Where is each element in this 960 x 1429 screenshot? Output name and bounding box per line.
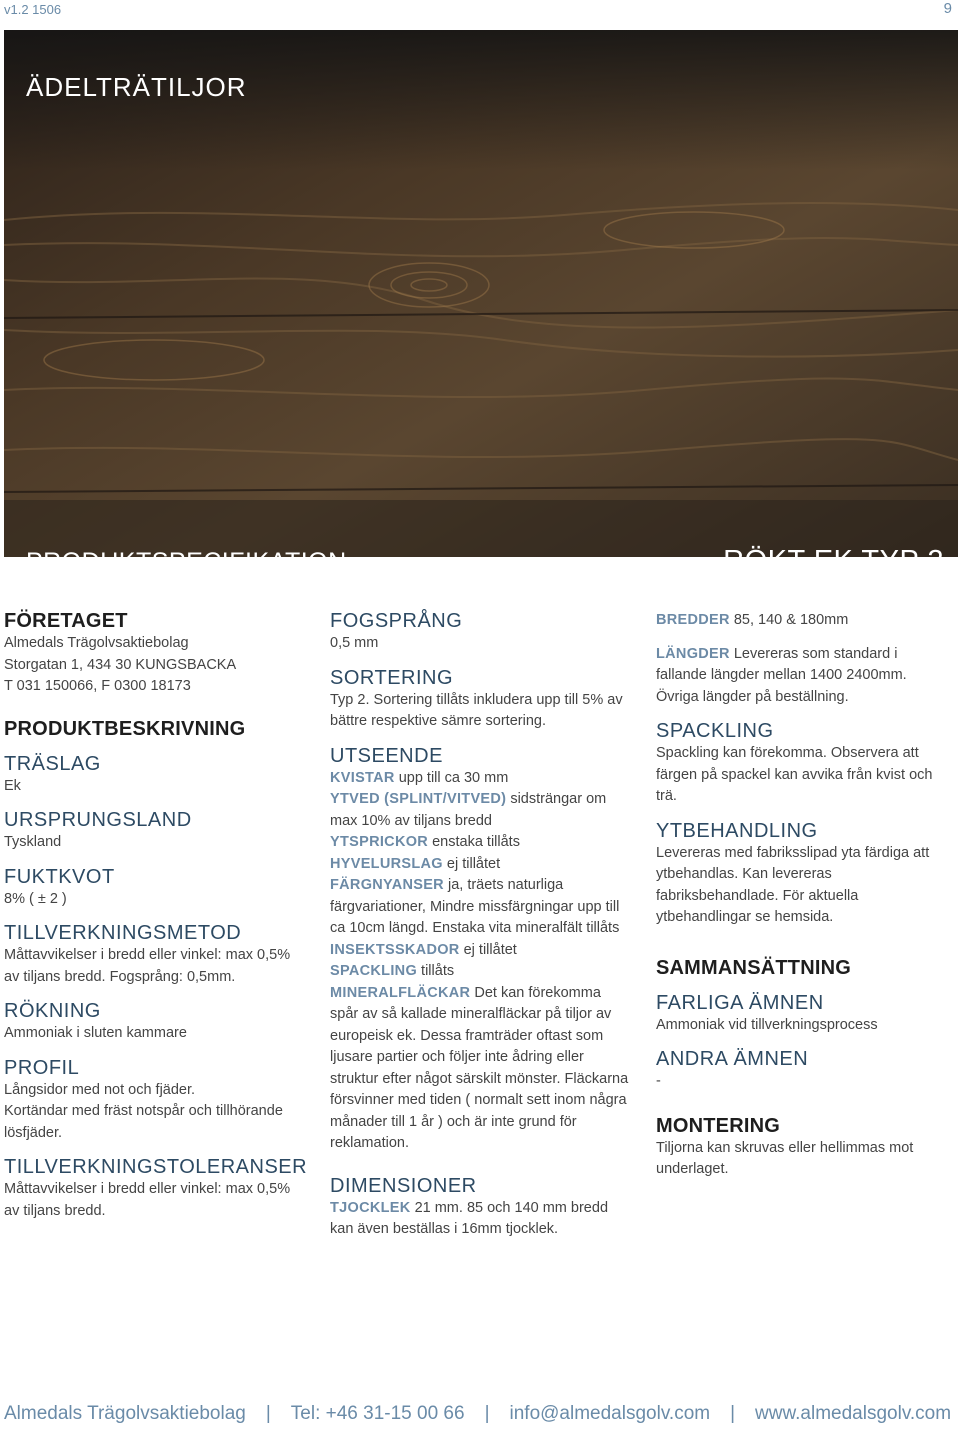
- wood-species-value: Ek: [4, 777, 21, 794]
- product-name: RÖKT EK TYP 2: [723, 545, 944, 577]
- profile-title: PROFIL: [4, 1056, 80, 1079]
- joint-title: FOGSPRÅNG: [330, 610, 463, 632]
- footer-website-link[interactable]: www.almedalsgolv.com: [755, 1403, 952, 1424]
- appearance-keyword: FÄRGNYANSER: [330, 877, 444, 893]
- footer-separator: |: [265, 1403, 271, 1424]
- smoking-value: Ammoniak i sluten kammare: [4, 1025, 187, 1041]
- method-title: TILLVERKNINGSMETOD: [4, 922, 242, 944]
- appearance-text: ja, träets naturliga färgvariationer, Mindre missfärgningar upp till ca 10cm längd. Enstaka vita mineralfält tillåts: [330, 877, 620, 936]
- company-line: Storgatan 1, 434 30 KUNGSBACKA: [4, 656, 237, 673]
- sorting-value: Typ 2. Sortering tillåts inkludera upp till 5% av bättre respektive sämre sortering.: [330, 691, 623, 729]
- method-section: [4, 922, 304, 988]
- moisture-value: 8% ( ± 2 ): [4, 890, 67, 907]
- hero-image-panel: [4, 30, 958, 577]
- other-substances-value: -: [656, 1073, 661, 1089]
- appearance-keyword: MINERALFLÄCKAR: [330, 984, 471, 1001]
- mounting-title: MONTERING: [656, 1114, 781, 1137]
- lengths-section: [656, 644, 946, 709]
- appearance-text: enstaka tillåts: [428, 834, 520, 850]
- tolerance-value: Måttavvikelser i bredd eller vinkel: max 0,5% av tiljans bredd.: [4, 1181, 291, 1219]
- other-substances-title: ANDRA ÄMNEN: [656, 1048, 809, 1070]
- dimensions-section: [330, 1175, 630, 1241]
- method-value: Måttavvikelser i bredd eller vinkel: max 0,5% av tiljans bredd. Fogsprång: 0,5mm.: [4, 947, 291, 985]
- appearance-keyword: HYVELURSLAG: [330, 855, 443, 872]
- page-number: 9: [943, 0, 952, 17]
- hazard-value: Ammoniak vid tillverkningsprocess: [656, 1016, 878, 1033]
- top-bar: [0, 0, 960, 22]
- appearance-keyword: KVISTAR: [330, 769, 395, 786]
- company-section: [4, 610, 304, 698]
- appearance-item: [330, 832, 630, 854]
- mounting-section: [656, 1115, 946, 1181]
- appearance-title: UTSEENDE: [330, 744, 443, 767]
- footer-company: Almedals Trägolvsaktiebolag: [4, 1403, 246, 1424]
- moisture-section: [4, 866, 304, 911]
- company-title: FÖRETAGET: [4, 610, 128, 632]
- hazard-section: [656, 992, 946, 1037]
- filler-title: SPACKLING: [656, 720, 774, 742]
- company-line: Almedals Trägolvsaktiebolag: [4, 635, 189, 651]
- thickness-text: 21 mm. 85 och 140 mm bredd kan även beställas i 16mm tjocklek.: [330, 1199, 609, 1237]
- widths-keyword: BREDDER: [656, 612, 730, 628]
- appearance-item: [330, 854, 630, 876]
- appearance-keyword: SPACKLING: [330, 963, 418, 979]
- appearance-item: [330, 940, 630, 962]
- composition-section: [656, 957, 946, 980]
- lengths-text: Levereras som standard i fallande längder mellan 1400 2400mm. Övriga längder på beställning.: [656, 645, 907, 705]
- surface-section: [656, 820, 946, 929]
- origin-title: URSPRUNGSLAND: [4, 809, 192, 831]
- sorting-section: [330, 667, 630, 733]
- product-description-section: [4, 718, 304, 741]
- hero-title: ÄDELTRÄTILJOR: [26, 72, 247, 102]
- product-description-title: PRODUKTBESKRIVNING: [4, 717, 246, 740]
- column-quality: [330, 610, 630, 1253]
- composition-title: SAMMANSÄTTNING: [656, 956, 852, 979]
- appearance-item: [330, 961, 630, 983]
- surface-title: YTBEHANDLING: [656, 819, 818, 842]
- footer-separator: |: [730, 1403, 736, 1424]
- dimensions-value: [330, 1198, 630, 1241]
- band-left-label: PRODUKTSPECIFIKATION: [26, 548, 347, 576]
- thickness-keyword: TJOCKLEK: [330, 1199, 411, 1216]
- lengths-keyword: LÄNGDER: [656, 645, 730, 662]
- appearance-item: [330, 789, 630, 832]
- joint-section: [330, 610, 630, 655]
- appearance-item: [330, 768, 630, 790]
- wood-species-title: TRÄSLAG: [4, 752, 101, 775]
- widths-text: 85, 140 & 180mm: [729, 612, 849, 628]
- appearance-text: ej tillåtet: [442, 855, 501, 872]
- appearance-text: tillåts: [417, 963, 455, 979]
- filler-value: Spackling kan förekomma. Observera att färgen på spackel kan avvika från kvist och trä.: [656, 745, 933, 804]
- appearance-keyword: INSEKTSSKADOR: [330, 941, 460, 958]
- tolerance-section: [4, 1156, 308, 1222]
- smoking-section: [4, 1000, 304, 1045]
- mounting-value: Tiljorna kan skruvas eller hellimmas mot underlaget.: [656, 1139, 914, 1177]
- lengths-value: [656, 644, 946, 709]
- company-line: T 031 150066, F 0300 18173: [4, 678, 191, 694]
- profile-section: [4, 1057, 304, 1145]
- wood-species-section: [4, 753, 304, 798]
- moisture-title: FUKTKVOT: [4, 865, 115, 888]
- origin-value: Tyskland: [4, 834, 62, 850]
- appearance-text: sidsträngar om max 10% av tiljans bredd: [330, 791, 607, 829]
- hazard-title: FARLIGA ÄMNEN: [656, 991, 824, 1014]
- dimensions-title: DIMENSIONER: [330, 1174, 477, 1197]
- filler-section: [656, 720, 946, 808]
- appearance-keyword: YTSPRICKOR: [330, 834, 429, 850]
- footer: [4, 1403, 958, 1429]
- footer-separator: |: [484, 1403, 490, 1424]
- tolerance-title: TILLVERKNINGSTOLERANSER: [4, 1156, 308, 1178]
- appearance-section: [330, 745, 630, 1155]
- column-company-product: [4, 610, 308, 1234]
- profile-line: Kortändar med fräst notspår och tillhörande lösfjäder.: [4, 1103, 283, 1141]
- version-label: v1.2 1506: [4, 2, 62, 17]
- appearance-item: [330, 875, 630, 940]
- smoking-title: RÖKNING: [4, 1000, 101, 1022]
- wood-texture-image: [4, 30, 958, 557]
- footer-email-link[interactable]: info@almedalsgolv.com: [509, 1403, 711, 1424]
- footer-phone[interactable]: Tel: +46 31-15 00 66: [290, 1403, 465, 1424]
- surface-value: Levereras med fabriksslipad yta färdiga att ytbehandlas. Kan levereras fabriksbehandlade. För aktuella ytbehandlingar se hemsida.: [656, 844, 930, 925]
- appearance-item: [330, 983, 630, 1155]
- appearance-text: ej tillåtet: [459, 941, 517, 958]
- sorting-title: SORTERING: [330, 666, 454, 689]
- origin-section: [4, 809, 304, 854]
- widths-section: [656, 610, 946, 632]
- appearance-text: Det kan förekomma spår av så kallade mineralfläckar på tiljor av europeisk ek. Dessa framträder oftast som ljusare partier och följer inte ådring eller struktur efter något särskilt mönster. Fläckarna försvinner med tiden ( normalt sett inom några månader till 1 år ) och är inte grund för reklamation.: [330, 984, 629, 1151]
- appearance-text: upp till ca 30 mm: [394, 769, 509, 786]
- appearance-keyword: YTVED (SPLINT/VITVED): [330, 791, 507, 807]
- column-sizes-composition: [656, 610, 946, 1193]
- widths-value: [656, 610, 946, 632]
- profile-line: Långsidor med not och fjäder.: [4, 1081, 196, 1098]
- other-substances-section: [656, 1048, 946, 1093]
- joint-value: 0,5 mm: [330, 635, 379, 651]
